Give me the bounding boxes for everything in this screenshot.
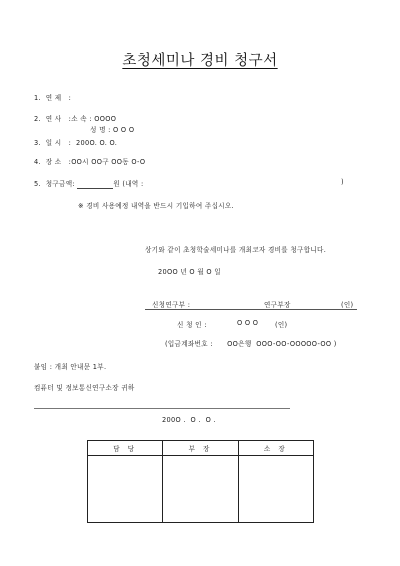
approval-table — [87, 440, 314, 523]
dept-seal: (인) — [341, 301, 354, 309]
request-date: 20OO 년 O 월 O 일 — [158, 268, 221, 276]
signature-underline — [145, 309, 357, 310]
applicant-value: O O O — [237, 319, 259, 327]
dept-label: 신청연구부 : — [152, 301, 191, 309]
attachment-text: 붙임 : 개최 안내문 1부. — [34, 363, 107, 371]
addressee-text: 컴퓨터 및 정보통신연구소장 귀하 — [34, 384, 135, 392]
amount-close-paren: ) — [341, 178, 344, 186]
item-topic: 1. 연 제 : — [34, 94, 72, 102]
approval-sign-staff[interactable] — [88, 456, 163, 523]
approval-header-row — [88, 441, 314, 456]
note-text: ※ 경비 사용예정 내역을 반드시 기입하여 주십시오. — [78, 202, 234, 210]
request-text: 상기와 같이 초청학술세미나를 개최코자 경비를 청구합니다. — [145, 246, 327, 254]
item-speaker: 2. 연 사 :소 속 : OOOO — [34, 115, 117, 123]
applicant-seal: (인) — [275, 321, 288, 329]
approval-sign-director[interactable] — [238, 456, 313, 523]
approval-sign-row — [88, 456, 314, 523]
item-amount: 5. 청구금액: 원 (내역 : — [34, 180, 144, 188]
item-datetime: 3. 일 시 : 200O. O. O. — [34, 139, 118, 147]
approval-sign-manager[interactable] — [163, 456, 238, 523]
amount-blank — [77, 180, 113, 189]
applicant-label: 신 청 인 : — [177, 321, 207, 329]
dept-value: 연구부장 — [264, 301, 291, 309]
document-title: 초청세미나 경비 청구서 — [122, 53, 278, 69]
approval-col-staff: 담 당 — [88, 441, 163, 456]
separator-line — [34, 408, 290, 409]
account-number: (입금계좌번호 : OO은행 OOO-OO-OOOOO-OO ) — [165, 340, 337, 348]
item-venue: 4. 장 소 :OO시 OO구 OO동 O-O — [34, 158, 146, 166]
approval-col-manager: 부 장 — [163, 441, 238, 456]
item-speaker-name: 성 명 : O O O — [90, 126, 135, 134]
bottom-date: 200O . O . O . — [162, 416, 216, 424]
approval-col-director: 소 장 — [238, 441, 313, 456]
